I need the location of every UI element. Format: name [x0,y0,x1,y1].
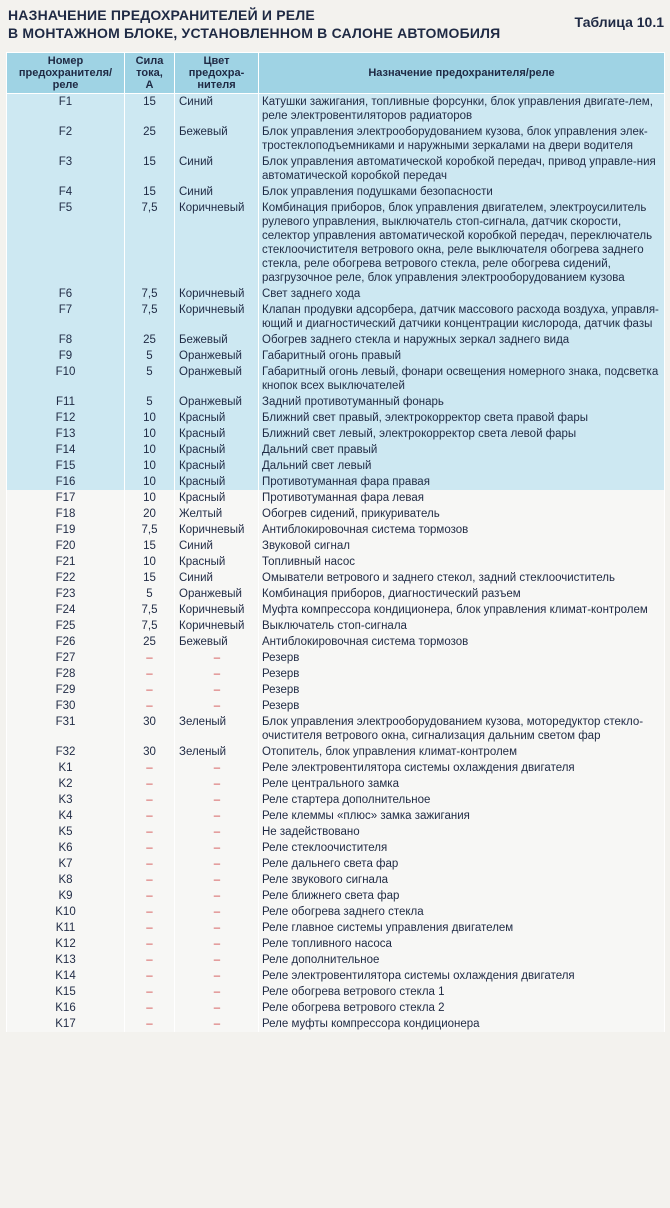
row-color: – [175,808,259,824]
row-color: Красный [175,458,259,474]
row-number: F17 [7,490,125,506]
row-purpose: Реле дальнего света фар [259,856,665,872]
row-purpose: Блок управления автоматической коробкой передач, привод управле-ния автоматической коробкой передач [259,154,665,184]
row-amperage: 10 [125,554,175,570]
row-number: F9 [7,348,125,364]
row-purpose: Задний противотуманный фонарь [259,394,665,410]
row-number: F25 [7,618,125,634]
row-purpose: Блок управления электрооборудованием кузова, моторедуктор стекло-очистителя ветрового окна, сигнализация дальним светом фар [259,714,665,744]
row-amperage: 5 [125,586,175,602]
row-purpose: Не задействовано [259,824,665,840]
row-purpose: Реле стеклоочистителя [259,840,665,856]
row-amperage: 10 [125,410,175,426]
table-row [7,200,665,286]
row-number: K17 [7,1016,125,1032]
row-color: Коричневый [175,602,259,618]
row-purpose: Клапан продувки адсорбера, датчик массового расхода воздуха, управля-ющий и диагностический датчики концентрации кислорода, датчик фазы [259,302,665,332]
row-number: F15 [7,458,125,474]
header-amperage [125,53,175,94]
table-row [7,760,665,776]
row-amperage: – [125,1000,175,1016]
table-row [7,744,665,760]
table-row [7,1000,665,1016]
table-row [7,426,665,442]
row-color: Бежевый [175,124,259,154]
table-row [7,634,665,650]
page-title [8,6,528,42]
row-purpose: Реле звукового сигнала [259,872,665,888]
header-color [175,53,259,94]
row-color: – [175,984,259,1000]
row-purpose: Реле главное системы управления двигателем [259,920,665,936]
row-purpose: Отопитель, блок управления климат-контролем [259,744,665,760]
table-row [7,698,665,714]
row-color: – [175,888,259,904]
row-amperage: 10 [125,442,175,458]
table-row [7,1016,665,1032]
row-amperage: – [125,888,175,904]
row-color: Коричневый [175,618,259,634]
row-number: F22 [7,570,125,586]
table-row [7,952,665,968]
row-amperage: 5 [125,348,175,364]
row-color: – [175,824,259,840]
row-purpose: Габаритный огонь правый [259,348,665,364]
row-color: Красный [175,554,259,570]
table-row [7,776,665,792]
row-color: – [175,666,259,682]
row-number: F23 [7,586,125,602]
row-amperage: – [125,984,175,1000]
row-amperage: 15 [125,538,175,554]
row-color: Коричневый [175,302,259,332]
header-number [7,53,125,94]
table-row [7,410,665,426]
row-number: K2 [7,776,125,792]
header-color-line-1: Цвет [203,55,230,67]
row-number: K12 [7,936,125,952]
table-row [7,714,665,744]
row-purpose: Реле электровентилятора системы охлаждения двигателя [259,968,665,984]
table-row [7,570,665,586]
row-amperage: – [125,856,175,872]
row-purpose: Реле дополнительное [259,952,665,968]
table-row [7,286,665,302]
row-purpose: Реле центрального замка [259,776,665,792]
row-color: Красный [175,474,259,490]
table-row [7,538,665,554]
row-number: K5 [7,824,125,840]
row-color: – [175,872,259,888]
table-number: Таблица 10.1 [574,14,664,30]
row-purpose: Звуковой сигнал [259,538,665,554]
row-purpose: Реле ближнего света фар [259,888,665,904]
row-purpose: Ближний свет левый, электрокорректор света левой фары [259,426,665,442]
row-purpose: Топливный насос [259,554,665,570]
header-number-line-3: реле [52,79,79,91]
row-number: F21 [7,554,125,570]
row-amperage: – [125,760,175,776]
table-row [7,348,665,364]
table-row [7,458,665,474]
row-number: F3 [7,154,125,184]
row-amperage: 20 [125,506,175,522]
row-purpose: Противотуманная фара правая [259,474,665,490]
title-line-1: НАЗНАЧЕНИЕ ПРЕДОХРАНИТЕЛЕЙ И РЕЛЕ [8,7,315,23]
row-color: – [175,952,259,968]
row-purpose: Антиблокировочная система тормозов [259,522,665,538]
row-purpose: Резерв [259,698,665,714]
row-number: F10 [7,364,125,394]
table-row [7,824,665,840]
title-line-2: В МОНТАЖНОМ БЛОКЕ, УСТАНОВЛЕННОМ В САЛОНЕ АВТОМОБИЛЯ [8,25,501,41]
row-amperage: 25 [125,124,175,154]
table-row [7,840,665,856]
row-amperage: 30 [125,744,175,760]
table-row [7,792,665,808]
row-number: K11 [7,920,125,936]
row-color: – [175,1000,259,1016]
row-amperage: 10 [125,490,175,506]
table-row [7,666,665,682]
row-amperage: – [125,968,175,984]
table-row [7,904,665,920]
row-number: F14 [7,442,125,458]
row-number: F28 [7,666,125,682]
row-color: Коричневый [175,200,259,286]
row-amperage: 7,5 [125,522,175,538]
row-number: F8 [7,332,125,348]
row-purpose: Реле электровентилятора системы охлаждения двигателя [259,760,665,776]
table-row [7,602,665,618]
row-number: F1 [7,94,125,125]
row-color: – [175,936,259,952]
row-number: F6 [7,286,125,302]
row-color: Зеленый [175,744,259,760]
row-purpose: Ближний свет правый, электрокорректор света правой фары [259,410,665,426]
row-color: Синий [175,94,259,125]
row-number: K14 [7,968,125,984]
row-number: F11 [7,394,125,410]
row-number: K10 [7,904,125,920]
row-purpose: Обогрев сидений, прикуриватель [259,506,665,522]
row-amperage: – [125,920,175,936]
row-color: Красный [175,490,259,506]
row-amperage: 5 [125,364,175,394]
row-amperage: 25 [125,634,175,650]
row-purpose: Реле муфты компрессора кондиционера [259,1016,665,1032]
row-number: F7 [7,302,125,332]
table-row [7,94,665,125]
header-color-line-3: нителя [197,79,236,91]
row-amperage: 15 [125,184,175,200]
row-amperage: – [125,698,175,714]
row-number: F24 [7,602,125,618]
row-color: – [175,1016,259,1032]
row-purpose: Реле обогрева ветрового стекла 2 [259,1000,665,1016]
table-row [7,618,665,634]
row-amperage: – [125,666,175,682]
table-row [7,984,665,1000]
row-color: Бежевый [175,634,259,650]
row-amperage: 5 [125,394,175,410]
row-number: K16 [7,1000,125,1016]
row-amperage: 15 [125,154,175,184]
row-color: Оранжевый [175,364,259,394]
row-purpose: Блок управления электрооборудованием кузова, блок управления элек-тростеклоподъемниками и наружными зеркалами на двери водителя [259,124,665,154]
table-row [7,184,665,200]
row-color: Красный [175,442,259,458]
row-number: F20 [7,538,125,554]
row-color: Зеленый [175,714,259,744]
row-color: Коричневый [175,522,259,538]
row-amperage: – [125,682,175,698]
row-purpose: Реле клеммы «плюс» замка зажигания [259,808,665,824]
row-purpose: Выключатель стоп-сигнала [259,618,665,634]
row-color: Синий [175,154,259,184]
row-amperage: 30 [125,714,175,744]
header-amp-line-3: А [145,79,154,91]
row-color: Синий [175,538,259,554]
row-number: F2 [7,124,125,154]
row-amperage: – [125,824,175,840]
row-number: F26 [7,634,125,650]
row-purpose: Противотуманная фара левая [259,490,665,506]
table-row [7,124,665,154]
row-color: – [175,968,259,984]
row-amperage: – [125,776,175,792]
header-color-line-2: предохра- [188,67,245,79]
table-row [7,968,665,984]
row-number: F18 [7,506,125,522]
table-row [7,650,665,666]
table-row [7,554,665,570]
table-row [7,474,665,490]
table-row [7,302,665,332]
row-color: – [175,650,259,666]
row-purpose: Омыватели ветрового и заднего стекол, задний стеклоочиститель [259,570,665,586]
row-purpose: Реле стартера дополнительное [259,792,665,808]
row-amperage: – [125,872,175,888]
table-row [7,522,665,538]
row-number: K7 [7,856,125,872]
row-purpose: Реле обогрева заднего стекла [259,904,665,920]
row-amperage: – [125,650,175,666]
table-row [7,506,665,522]
row-color: – [175,760,259,776]
row-purpose: Катушки зажигания, топливные форсунки, блок управления двигате-лем, реле электровентиляторов радиаторов [259,94,665,125]
row-color: – [175,776,259,792]
row-purpose: Дальний свет левый [259,458,665,474]
table-row [7,682,665,698]
table-row [7,490,665,506]
row-number: F5 [7,200,125,286]
row-color: Оранжевый [175,348,259,364]
row-purpose: Обогрев заднего стекла и наружных зеркал заднего вида [259,332,665,348]
row-color: Красный [175,410,259,426]
row-number: K1 [7,760,125,776]
row-purpose: Реле топливного насоса [259,936,665,952]
row-amperage: – [125,936,175,952]
row-purpose: Муфта компрессора кондиционера, блок управления климат-контролем [259,602,665,618]
row-color: Синий [175,184,259,200]
table-row [7,856,665,872]
row-amperage: 7,5 [125,602,175,618]
row-color: – [175,682,259,698]
row-number: F27 [7,650,125,666]
row-number: F13 [7,426,125,442]
table-body [7,94,665,1033]
row-amperage: 25 [125,332,175,348]
table-row [7,872,665,888]
row-amperage: 7,5 [125,286,175,302]
row-purpose: Габаритный огонь левый, фонари освещения номерного знака, подсветка кнопок всех выключателей [259,364,665,394]
table-header [7,53,665,94]
row-color: – [175,792,259,808]
row-number: F16 [7,474,125,490]
row-number: F19 [7,522,125,538]
row-amperage: 7,5 [125,200,175,286]
row-purpose: Реле обогрева ветрового стекла 1 [259,984,665,1000]
row-purpose: Резерв [259,650,665,666]
row-amperage: 10 [125,458,175,474]
table-row [7,442,665,458]
table-row [7,332,665,348]
row-amperage: – [125,952,175,968]
row-purpose: Блок управления подушками безопасности [259,184,665,200]
header-number-line-2: предохранителя/ [18,67,113,79]
row-number: F31 [7,714,125,744]
row-color: – [175,840,259,856]
row-color: Оранжевый [175,394,259,410]
row-number: K13 [7,952,125,968]
row-color: Оранжевый [175,586,259,602]
row-color: – [175,920,259,936]
row-number: F32 [7,744,125,760]
table-row [7,808,665,824]
row-amperage: 15 [125,94,175,125]
header-amp-line-1: Сила [135,55,164,67]
row-amperage: 7,5 [125,302,175,332]
header-number-line-1: Номер [47,55,84,67]
row-purpose: Антиблокировочная система тормозов [259,634,665,650]
row-amperage: – [125,1016,175,1032]
table-row [7,394,665,410]
table-row [7,936,665,952]
row-number: F4 [7,184,125,200]
row-purpose: Комбинация приборов, диагностический разъем [259,586,665,602]
row-color: – [175,904,259,920]
row-color: Желтый [175,506,259,522]
row-purpose: Свет заднего хода [259,286,665,302]
table-row [7,920,665,936]
row-color: Красный [175,426,259,442]
row-color: Бежевый [175,332,259,348]
row-number: K6 [7,840,125,856]
header-amp-line-2: тока, [136,67,163,79]
row-number: K8 [7,872,125,888]
row-color: – [175,698,259,714]
row-number: F29 [7,682,125,698]
row-amperage: – [125,904,175,920]
row-color: – [175,856,259,872]
row-purpose: Дальний свет правый [259,442,665,458]
fuse-relay-table [6,52,665,1032]
row-amperage: 10 [125,474,175,490]
row-number: K4 [7,808,125,824]
row-number: F30 [7,698,125,714]
row-amperage: 7,5 [125,618,175,634]
row-amperage: 10 [125,426,175,442]
row-purpose: Резерв [259,682,665,698]
row-number: K9 [7,888,125,904]
row-number: F12 [7,410,125,426]
table-row [7,586,665,602]
row-amperage: 15 [125,570,175,586]
row-amperage: – [125,840,175,856]
row-amperage: – [125,808,175,824]
row-number: K3 [7,792,125,808]
row-amperage: – [125,792,175,808]
header-purpose: Назначение предохранителя/реле [259,53,665,94]
table-row [7,364,665,394]
table-row [7,888,665,904]
table-row [7,154,665,184]
row-color: Коричневый [175,286,259,302]
row-color: Синий [175,570,259,586]
row-number: K15 [7,984,125,1000]
row-purpose: Резерв [259,666,665,682]
row-purpose: Комбинация приборов, блок управления двигателем, электроусилитель рулевого управления, выключатель стоп-сигнала, датчик скорости, селектор управления автоматической коробкой передач, переключатель стеклоочистителя ветрового окна, реле выключателя обогрева заднего стекла, реле обогрева ветрового стекла, реле обогрева сидений, разгрузочное реле, блок управления электрооборудованием кузова [259,200,665,286]
